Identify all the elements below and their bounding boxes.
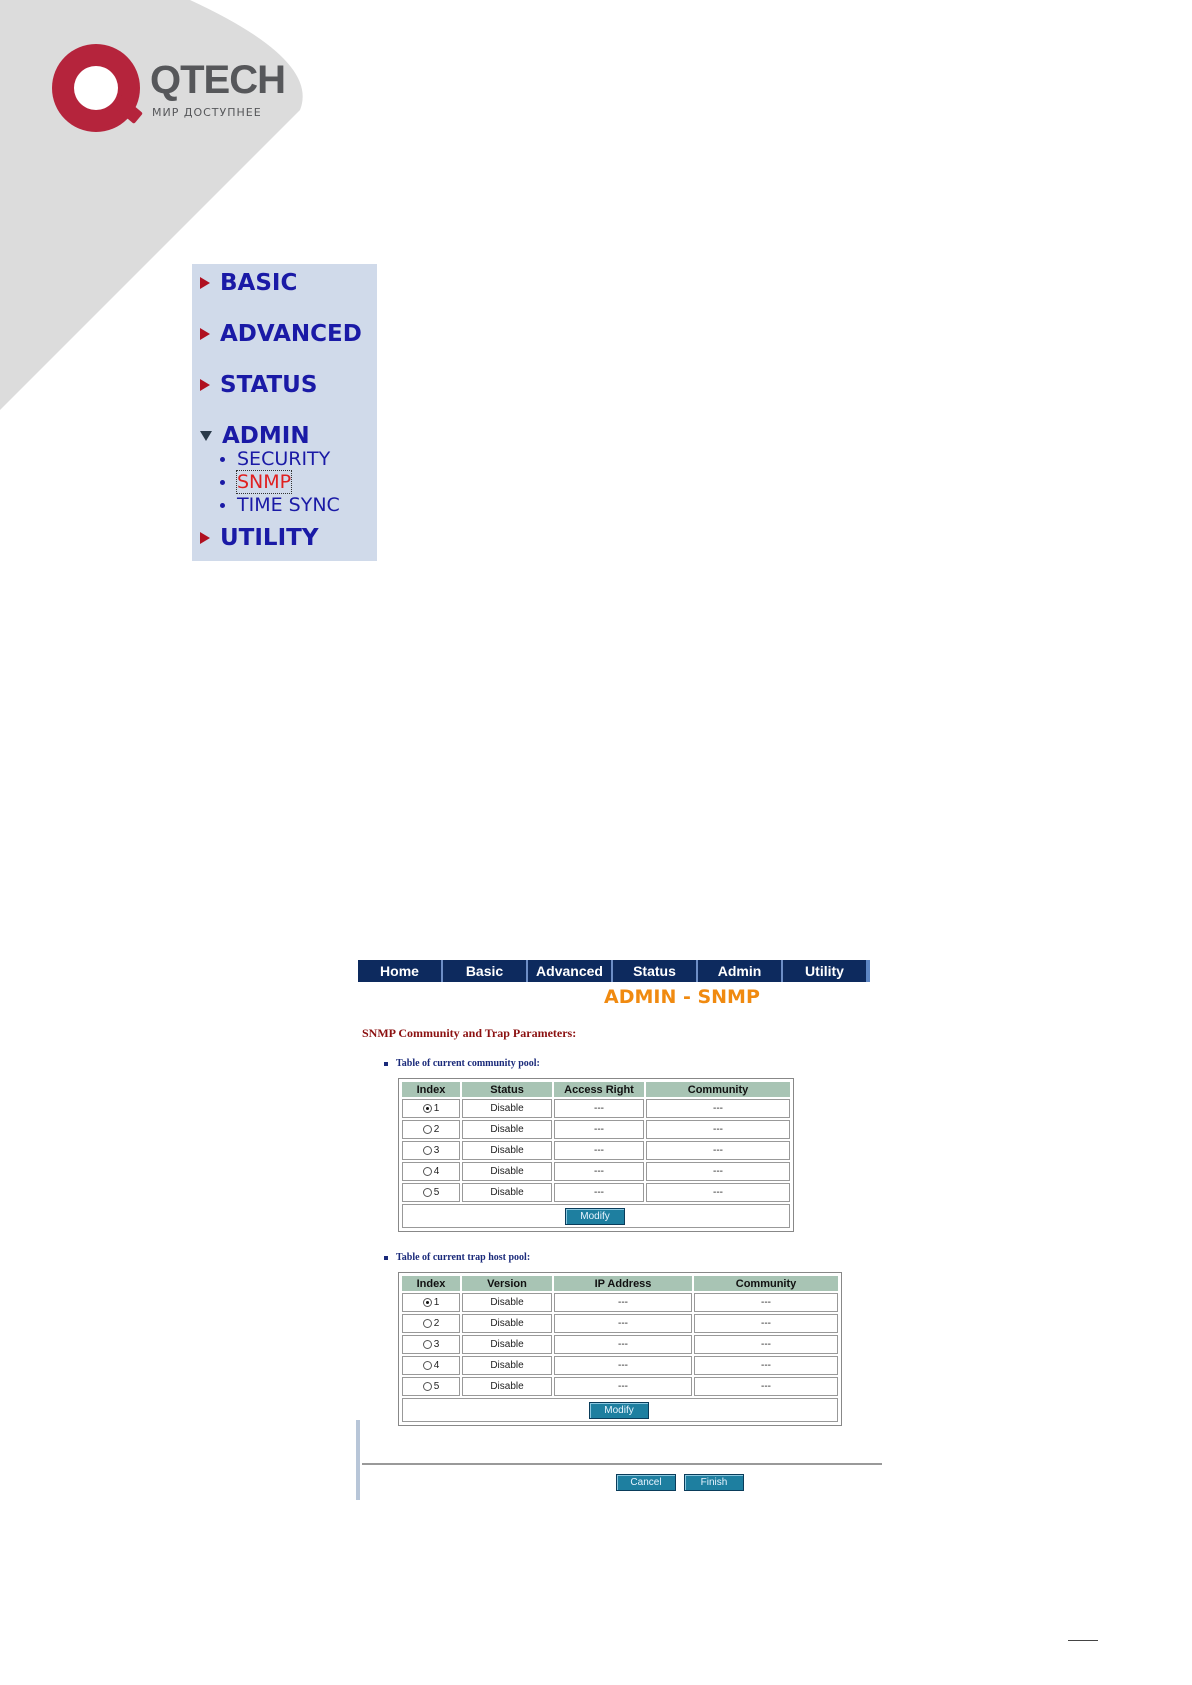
page-number-rule [1068,1640,1098,1641]
submenu-item-time-sync[interactable]: TIME SYNC [220,494,340,516]
page-title: ADMIN - SNMP [604,986,760,1008]
column-header: Status [462,1082,552,1097]
tab-admin[interactable]: Admin [698,960,783,982]
tab-status[interactable]: Status [613,960,698,982]
table-cell: --- [554,1141,644,1160]
arrow-down-icon [200,431,212,441]
radio-button[interactable] [423,1188,432,1197]
index-value: 2 [433,1124,440,1135]
column-header: Community [646,1082,790,1097]
trap-table [398,1272,842,1426]
divider [362,1463,882,1465]
tab-utility[interactable]: Utility [805,963,844,979]
table-cell: --- [554,1314,692,1333]
table-row [402,1356,838,1375]
qtech-logo [52,44,302,144]
index-value: 3 [433,1145,440,1156]
table-cell: --- [554,1377,692,1396]
index-cell[interactable] [402,1141,460,1160]
arrow-right-icon [200,379,210,391]
table-row [402,1377,838,1396]
trap-table-grid [400,1274,840,1398]
table-cell: Disable [462,1183,552,1202]
admin-menu [192,264,377,561]
index-value: 3 [433,1339,440,1350]
radio-button[interactable] [423,1319,432,1328]
radio-button[interactable] [423,1340,432,1349]
bullet-icon [220,503,225,508]
radio-button[interactable] [423,1361,432,1370]
radio-button[interactable] [423,1298,432,1307]
column-header: Index [402,1276,460,1291]
community-table-title: Table of current community pool: [384,1058,540,1069]
column-header: IP Address [554,1276,692,1291]
column-header: Access Right [554,1082,644,1097]
table-cell: Disable [462,1141,552,1160]
table-row [402,1099,790,1118]
table-cell: --- [694,1335,838,1354]
table-cell: Disable [462,1314,552,1333]
index-value: 4 [433,1360,440,1371]
index-cell[interactable] [402,1356,460,1375]
arrow-right-icon [200,532,210,544]
menu-item-basic[interactable]: BASIC [200,270,297,296]
radio-button[interactable] [423,1382,432,1391]
table-cell: --- [646,1141,790,1160]
menu-item-admin[interactable]: ADMIN [200,423,310,449]
table-cell: Disable [462,1120,552,1139]
finish-button[interactable]: Finish [684,1474,744,1491]
table-cell: Disable [462,1377,552,1396]
snmp-panel [356,960,886,1500]
table-cell: Disable [462,1356,552,1375]
tab-home[interactable]: Home [358,960,443,982]
index-cell[interactable] [402,1120,460,1139]
arrow-right-icon [200,277,210,289]
table-row [402,1314,838,1333]
logo-wordmark: QTECH [150,58,285,102]
table-row [402,1120,790,1139]
column-header: Community [694,1276,838,1291]
index-cell[interactable] [402,1335,460,1354]
column-header: Index [402,1082,460,1097]
index-value: 5 [433,1381,440,1392]
bullet-icon [384,1256,388,1260]
index-value: 1 [433,1103,440,1114]
menu-item-advanced[interactable]: ADVANCED [200,321,362,347]
table-row [402,1141,790,1160]
radio-button[interactable] [423,1146,432,1155]
table-cell: --- [694,1293,838,1312]
column-header: Version [462,1276,552,1291]
tab-advanced[interactable]: Advanced [528,960,613,982]
table-cell: --- [646,1162,790,1181]
index-cell[interactable] [402,1162,460,1181]
table-cell: --- [694,1356,838,1375]
tab-basic[interactable]: Basic [443,960,528,982]
index-cell[interactable] [402,1099,460,1118]
table-cell: Disable [462,1335,552,1354]
table-cell: Disable [462,1162,552,1181]
bullet-icon [384,1062,388,1066]
community-table [398,1078,794,1232]
menu-item-utility[interactable]: UTILITY [200,525,318,551]
index-value: 5 [433,1187,440,1198]
index-cell[interactable] [402,1314,460,1333]
index-value: 1 [433,1297,440,1308]
table-cell: --- [554,1335,692,1354]
table-cell: --- [554,1120,644,1139]
cancel-button[interactable]: Cancel [616,1474,676,1491]
table-cell: --- [554,1293,692,1312]
submenu-item-security[interactable]: SECURITY [220,448,330,470]
table-row [402,1183,790,1202]
bullet-icon [220,457,225,462]
table-cell: Disable [462,1293,552,1312]
arrow-right-icon [200,328,210,340]
table-cell: --- [694,1314,838,1333]
table-row [402,1335,838,1354]
logo-slogan: МИР ДОСТУПНЕЕ [152,106,262,119]
menu-item-status[interactable]: STATUS [200,372,317,398]
table-cell: --- [646,1099,790,1118]
trap-table-title: Table of current trap host pool: [384,1252,530,1263]
section-title: SNMP Community and Trap Parameters: [362,1026,577,1040]
radio-button[interactable] [423,1125,432,1134]
index-value: 2 [433,1318,440,1329]
community-modify-button[interactable]: Modify [565,1208,625,1225]
table-row [402,1293,838,1312]
table-cell: --- [554,1183,644,1202]
community-table-grid [400,1080,792,1204]
table-row [402,1162,790,1181]
index-cell[interactable] [402,1377,460,1396]
submenu-item-snmp[interactable]: SNMP [220,471,291,493]
table-cell: Disable [462,1099,552,1118]
top-nav [358,960,870,982]
table-cell: --- [646,1120,790,1139]
table-cell: --- [554,1099,644,1118]
index-cell[interactable] [402,1183,460,1202]
table-cell: --- [554,1162,644,1181]
index-value: 4 [433,1166,440,1177]
radio-button[interactable] [423,1167,432,1176]
bullet-icon [220,480,225,485]
table-cell: --- [554,1356,692,1375]
trap-modify-button[interactable]: Modify [589,1402,649,1419]
radio-button[interactable] [423,1104,432,1113]
index-cell[interactable] [402,1293,460,1312]
table-cell: --- [694,1377,838,1396]
table-cell: --- [646,1183,790,1202]
